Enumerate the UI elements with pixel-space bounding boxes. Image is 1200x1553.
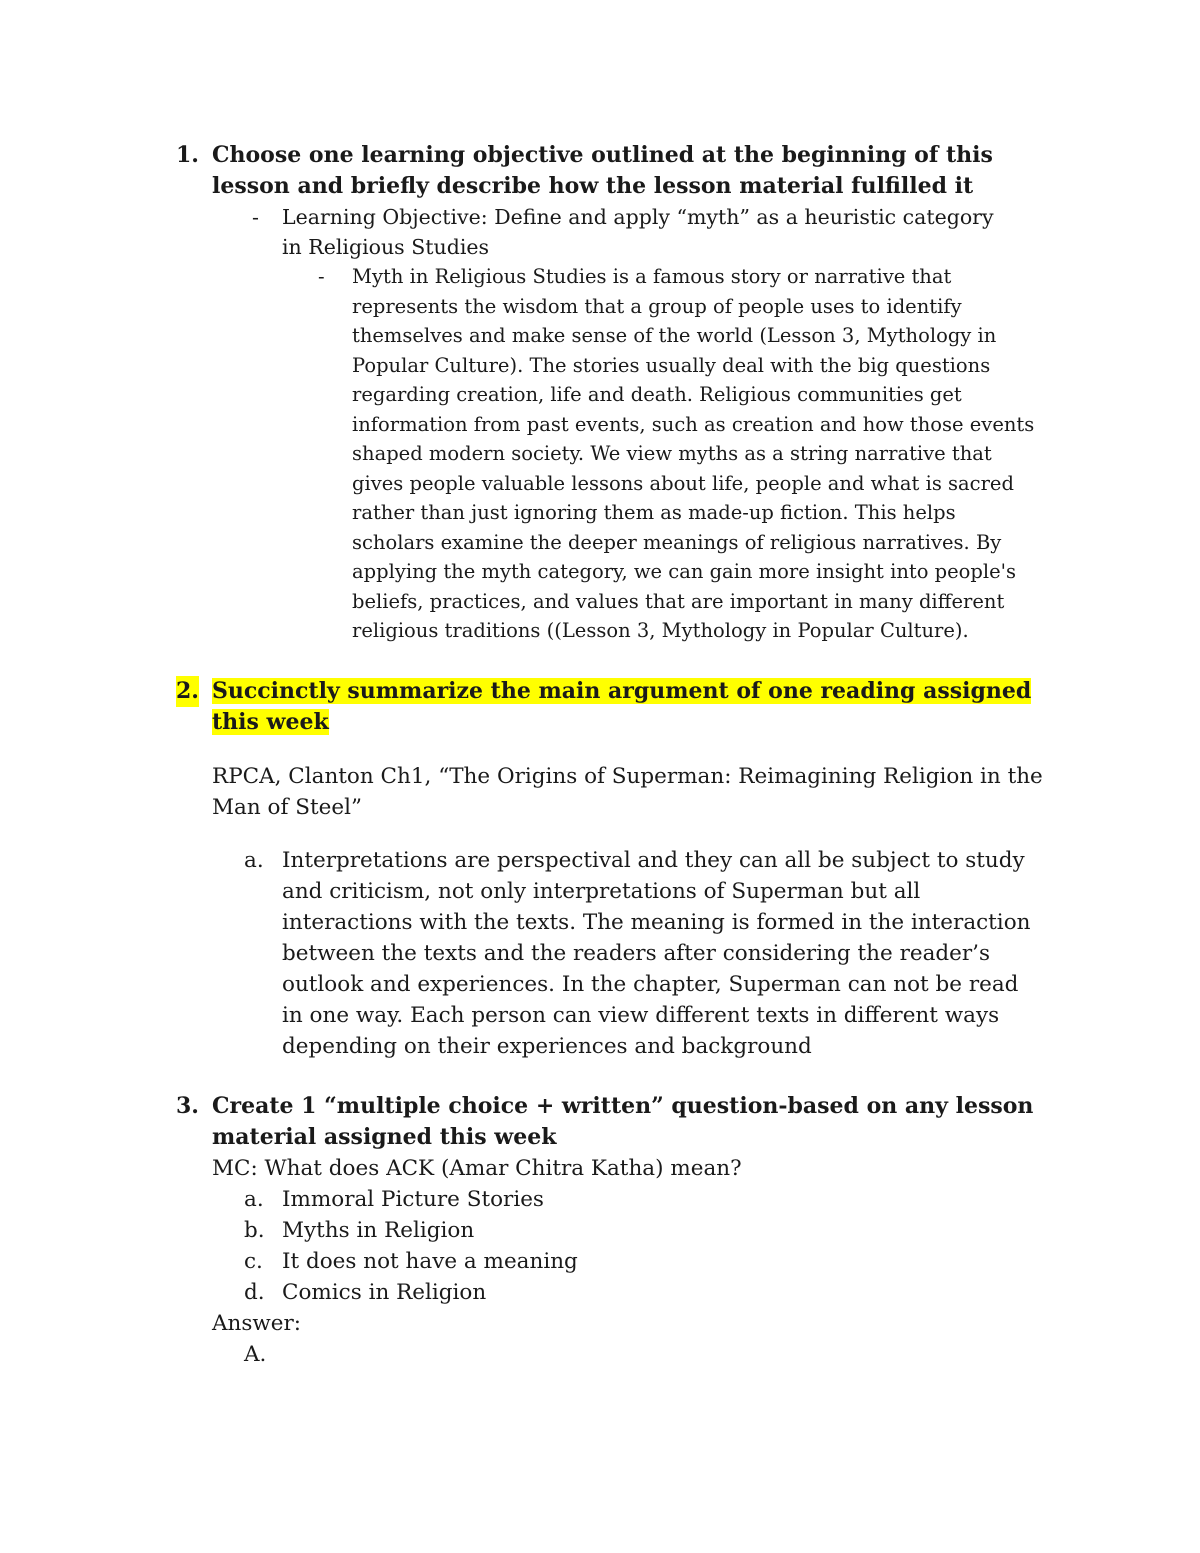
- mc-option-b: [244, 1215, 474, 1246]
- option-letter: b.: [244, 1218, 265, 1243]
- answer-value: A.: [244, 1342, 267, 1367]
- option-text: Immoral Picture Stories: [282, 1187, 544, 1212]
- mc-question: MC: What does ACK (Amar Chitra Katha) mean?: [212, 1156, 742, 1181]
- question-3-title: Create 1 “multiple choice + written” question-based on any lesson material assigned this week: [212, 1093, 1034, 1150]
- myth-explanation: [318, 262, 1038, 646]
- mc-option-a: [244, 1184, 544, 1215]
- objective-text: Define and apply “myth” as a heuristic category in Religious Studies: [282, 205, 994, 259]
- mc-option-d: [244, 1277, 486, 1308]
- option-text: Comics in Religion: [282, 1280, 487, 1305]
- question-2: [176, 676, 1076, 738]
- question-1: [176, 140, 1076, 202]
- question-3: [176, 1091, 1076, 1153]
- question-1-number: 1.: [176, 142, 199, 168]
- option-letter: d.: [244, 1280, 265, 1305]
- question-2-title-line-2: this week: [212, 709, 329, 735]
- objective-dash: -: [252, 205, 259, 229]
- option-text: Myths in Religion: [282, 1218, 475, 1243]
- learning-objective: [252, 202, 1012, 262]
- question-2-title-line-1: Succinctly summarize the main argument of one reading assigned: [212, 678, 1032, 704]
- answer-label: Answer:: [212, 1311, 302, 1336]
- option-letter: a.: [244, 1187, 264, 1212]
- question-2-number: 2.: [176, 676, 199, 707]
- option-letter: c.: [244, 1249, 263, 1274]
- myth-dash: -: [318, 265, 325, 288]
- myth-text: Myth in Religious Studies is a famous story or narrative that represents the wisdom that a group of people uses to identify themselves and make sense of the world (Lesson 3, Mythology in Popular Culture). The stories usually deal with the big questions regarding creation, life and death. Religious communities get information from past events, such as creation and how those events shaped modern society. We view myths as a string narrative that gives people valuable lessons about life, people and what is sacred rather than just ignoring them as made-up fiction. This helps scholars examine the deeper meanings of religious narratives. By applying the myth category, we can gain more insight into people's beliefs, practices, and values that are important in many different religious traditions ((Lesson 3, Mythology in Popular Culture).: [352, 265, 1035, 642]
- reading-summary-item: [244, 845, 1044, 1062]
- question-1-title: Choose one learning objective outlined at the beginning of this lesson and briefly describe how the lesson material fulfilled it: [212, 142, 993, 199]
- question-3-number: 3.: [176, 1093, 199, 1119]
- objective-label: Learning Objective:: [282, 205, 488, 229]
- summary-text: Interpretations are perspectival and they can all be subject to study and criticism, not only interpretations of Superman but all interactions with the texts. The meaning is formed in the interaction between the texts and the readers after considering the reader’s outlook and experiences. In the chapter, Superman can not be read in one way. Each person can view different texts in different ways depending on their experiences and background: [282, 848, 1031, 1059]
- summary-letter: a.: [244, 848, 264, 873]
- mc-option-c: [244, 1246, 578, 1277]
- option-text: It does not have a meaning: [282, 1249, 578, 1274]
- reading-reference: RPCA, Clanton Ch1, “The Origins of Superman: Reimagining Religion in the Man of Steel”: [212, 764, 1043, 820]
